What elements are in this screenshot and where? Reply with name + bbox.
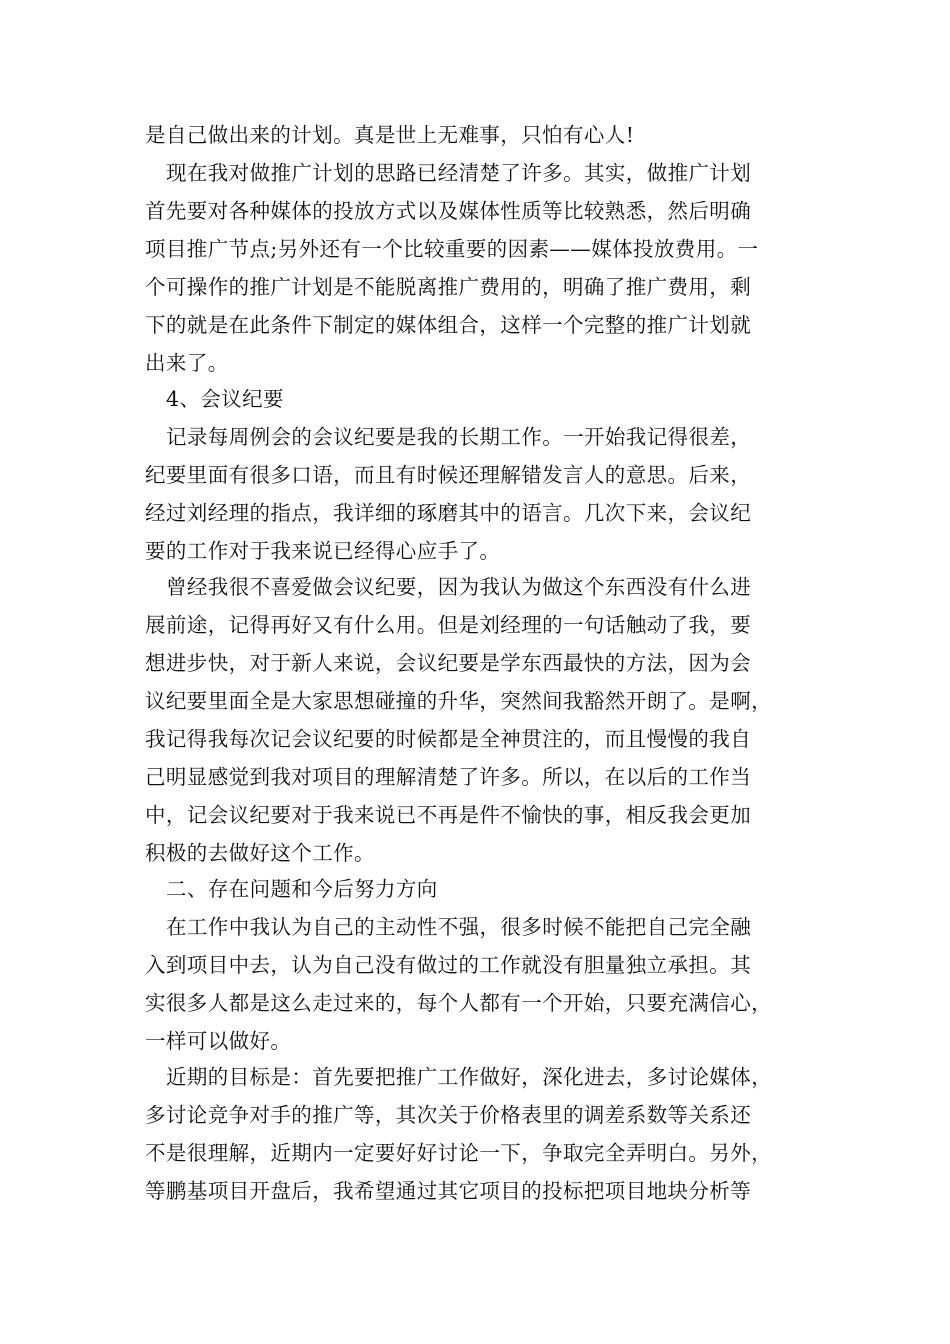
text-line: 多讨论竞争对手的推广等，其次关于价格表里的调差系数等关系还 — [145, 1103, 752, 1127]
text-line: 展前途，记得再好又有什么用。但是刘经理的一句话触动了我，要 — [145, 613, 752, 637]
text-line: 经过刘经理的指点，我详细的琢磨其中的语言。几次下来，会议纪 — [145, 501, 752, 525]
text-line: 议纪要里面全是大家思想碰撞的升华，突然间我豁然开朗了。是啊， — [145, 689, 772, 713]
text-line: 中，记会议纪要对于我来说已不再是件不愉快的事，相反我会更加 — [145, 803, 752, 827]
text-line: 下的就是在此条件下制定的媒体组合，这样一个完整的推广计划就 — [145, 313, 752, 337]
text-line: 项目推广节点;另外还有一个比较重要的因素——媒体投放费用。一 — [145, 237, 759, 261]
section-heading-meeting-minutes: 4、会议纪要 — [166, 387, 284, 411]
paragraph-first-line: 在工作中我认为自己的主动性不强，很多时候不能把自己完全融 — [166, 915, 752, 939]
text-line: 要的工作对于我来说已经得心应手了。 — [145, 539, 501, 563]
text-line: 是自己做出来的计划。真是世上无难事，只怕有心人! — [145, 123, 635, 147]
text-line: 一样可以做好。 — [145, 1029, 292, 1053]
text-line: 我记得我每次记会议纪要的时候都是全神贯注的，而且慢慢的我自 — [145, 727, 752, 751]
paragraph-first-line: 近期的目标是：首先要把推广工作做好，深化进去，多讨论媒体， — [166, 1065, 773, 1089]
text-line: 实很多人都是这么走过来的，每个人都有一个开始，只要充满信心， — [145, 991, 772, 1015]
text-line: 积极的去做好这个工作。 — [145, 841, 375, 865]
text-line: 想进步快，对于新人来说，会议纪要是学东西最快的方法，因为会 — [145, 651, 752, 675]
paragraph-first-line: 现在我对做推广计划的思路已经清楚了许多。其实，做推广计划 — [166, 161, 752, 185]
text-line: 不是很理解，近期内一定要好好讨论一下，争取完全弄明白。另外， — [145, 1141, 772, 1165]
paragraph-first-line: 记录每周例会的会议纪要是我的长期工作。一开始我记得很差， — [166, 425, 752, 449]
text-line: 纪要里面有很多口语，而且有时候还理解错发言人的意思。后来， — [145, 463, 752, 487]
text-line: 首先要对各种媒体的投放方式以及媒体性质等比较熟悉，然后明确 — [145, 199, 752, 223]
text-line: 出来了。 — [145, 351, 229, 375]
text-line: 个可操作的推广计划是不能脱离推广费用的，明确了推广费用，剩 — [145, 275, 752, 299]
paragraph-first-line: 曾经我很不喜爱做会议纪要，因为我认为做这个东西没有什么进 — [166, 575, 752, 599]
text-line: 入到项目中去，认为自己没有做过的工作就没有胆量独立承担。其 — [145, 953, 752, 977]
section-heading-problems-and-direction: 二、存在问题和今后努力方向 — [166, 877, 438, 901]
text-line: 等鹏基项目开盘后，我希望通过其它项目的投标把项目地块分析等 — [145, 1179, 752, 1203]
text-line: 己明显感觉到我对项目的理解清楚了许多。所以，在以后的工作当 — [145, 765, 752, 789]
